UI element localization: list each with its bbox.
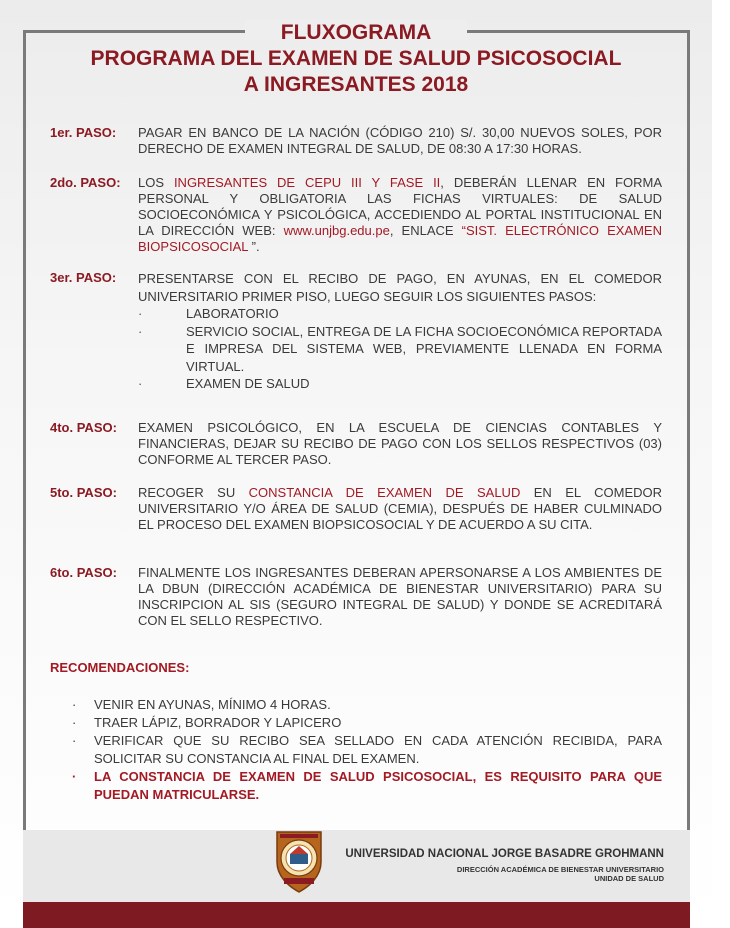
step-text: PAGAR EN BANCO DE LA NACIÓN (CÓDIGO 210) S/. 30,00 NUEVOS SOLES, POR DERECHO DE EXAMEN INTEGRAL DE SALUD, DE 08:30 A 17:30 HORAS. xyxy=(138,125,662,156)
title-line-2: PROGRAMA DEL EXAMEN DE SALUD PSICOSOCIAL xyxy=(90,47,622,70)
step-text-part: , ENLACE xyxy=(389,223,462,238)
recommendation-item: · VERIFICAR QUE SU RECIBO SEA SELLADO EN CADA ATENCIÓN RECIBIDA, PARA SOLICITAR SU CONSTANCIA AL FINAL DEL EXAMEN. xyxy=(72,732,662,768)
recommendation-item: · TRAER LÁPIZ, BORRADOR Y LAPICERO xyxy=(72,714,662,732)
recommendations-list xyxy=(72,696,662,804)
step-text xyxy=(138,270,662,393)
step-text-part: EN EL COMEDOR UNIVERSITARIO Y/O ÁREA DE SALUD (CEMIA), DESPUÉS DE HABER CULMINADO EL PROCESO DEL EXAMEN BIOPSICOSOCIAL Y DE ACUERDO A SU CITA. xyxy=(138,485,662,532)
university-seal-logo xyxy=(274,828,324,894)
step-label: 2do. PASO: xyxy=(50,175,121,190)
footer-text xyxy=(330,848,664,883)
step-label: 4to. PASO: xyxy=(50,420,117,435)
step-text xyxy=(138,485,662,533)
step-label: 1er. PASO: xyxy=(50,125,117,140)
footer-bar xyxy=(23,902,690,928)
step-text: FINALMENTE LOS INGRESANTES DEBERAN APERSONARSE A LOS AMBIENTES DE LA DBUN (DIRECCIÓN ACADÉMICA DE BIENESTAR UNIVERSITARIO) PARA SU INSCRIPCION AL SIS (SEGURO INTEGRAL DE SALUD) Y DONDE SE ACREDITARÁ CON EL SELLO RESPECTIVO. xyxy=(138,565,662,628)
recommendation-item: · VENIR EN AYUNAS, MÍNIMO 4 HORAS. xyxy=(72,696,662,714)
sub-step-item: · LABORATORIO xyxy=(138,305,662,323)
highlight-constancia: CONSTANCIA DE EXAMEN DE SALUD xyxy=(248,485,521,500)
step-text-part: LOS xyxy=(138,175,174,190)
sub-steps-list xyxy=(138,305,662,393)
recommendation-item-highlight: · LA CONSTANCIA DE EXAMEN DE SALUD PSICOSOCIAL, ES REQUISITO PARA QUE PUEDAN MATRICULARSE. xyxy=(72,768,662,804)
highlight-ingresantes: INGRESANTES DE CEPU III Y FASE II xyxy=(173,175,441,190)
website-link[interactable]: www.unjbg.edu.pe xyxy=(283,223,390,238)
step-label: 5to. PASO: xyxy=(50,485,117,500)
flyer-title xyxy=(0,20,712,98)
highlight-system-link: “SIST. ELECTRÓNICO EXAMEN BIOPSICOSOCIAL xyxy=(138,223,662,254)
step-text-main: PRESENTARSE CON EL RECIBO DE PAGO, EN AYUNAS, EN EL COMEDOR UNIVERSITARIO PRIMER PISO, LUEGO SEGUIR LOS SIGUIENTES PASOS: xyxy=(138,271,662,304)
title-line-1: FLUXOGRAMA xyxy=(280,21,432,44)
title-line-3: A INGRESANTES 2018 xyxy=(243,73,469,96)
university-name: UNIVERSIDAD NACIONAL JORGE BASADRE GROHMANN xyxy=(345,848,664,860)
step-text-part: RECOGER SU xyxy=(138,485,249,500)
recommendations-title: RECOMENDACIONES: xyxy=(50,660,190,675)
step-text: EXAMEN PSICOLÓGICO, EN LA ESCUELA DE CIENCIAS CONTABLES Y FINANCIERAS, DEJAR SU RECIBO DE PAGO CON LOS SELLOS RESPECTIVOS (03) CONFORME AL TERCER PASO. xyxy=(138,420,662,467)
sub-step-item: · EXAMEN DE SALUD xyxy=(138,375,662,393)
step-text-part: ”. xyxy=(248,239,260,254)
step-text xyxy=(138,175,662,255)
step-label: 3er. PASO: xyxy=(50,270,117,285)
unit-name: UNIDAD DE SALUD xyxy=(594,874,664,883)
step-text-part: , DEBERÁN LLENAR EN FORMA PERSONAL Y OBLIGATORIA LAS FICHAS VIRTUALES: DE SALUD SOCIOECONÓMICA Y PSICOLÓGICA, ACCEDIENDO AL PORTAL INSTITUCIONAL EN LA DIRECCIÓN WEB: xyxy=(138,175,662,238)
department-name: DIRECCIÓN ACADÉMICA DE BIENESTAR UNIVERSITARIO xyxy=(456,865,664,874)
sub-step-item: · SERVICIO SOCIAL, ENTREGA DE LA FICHA SOCIOECONÓMICA REPORTADA E IMPRESA DEL SISTEMA WEB, PREVIAMENTE LLENADA EN FORMA VIRTUAL. xyxy=(138,323,662,376)
step-label: 6to. PASO: xyxy=(50,565,117,580)
